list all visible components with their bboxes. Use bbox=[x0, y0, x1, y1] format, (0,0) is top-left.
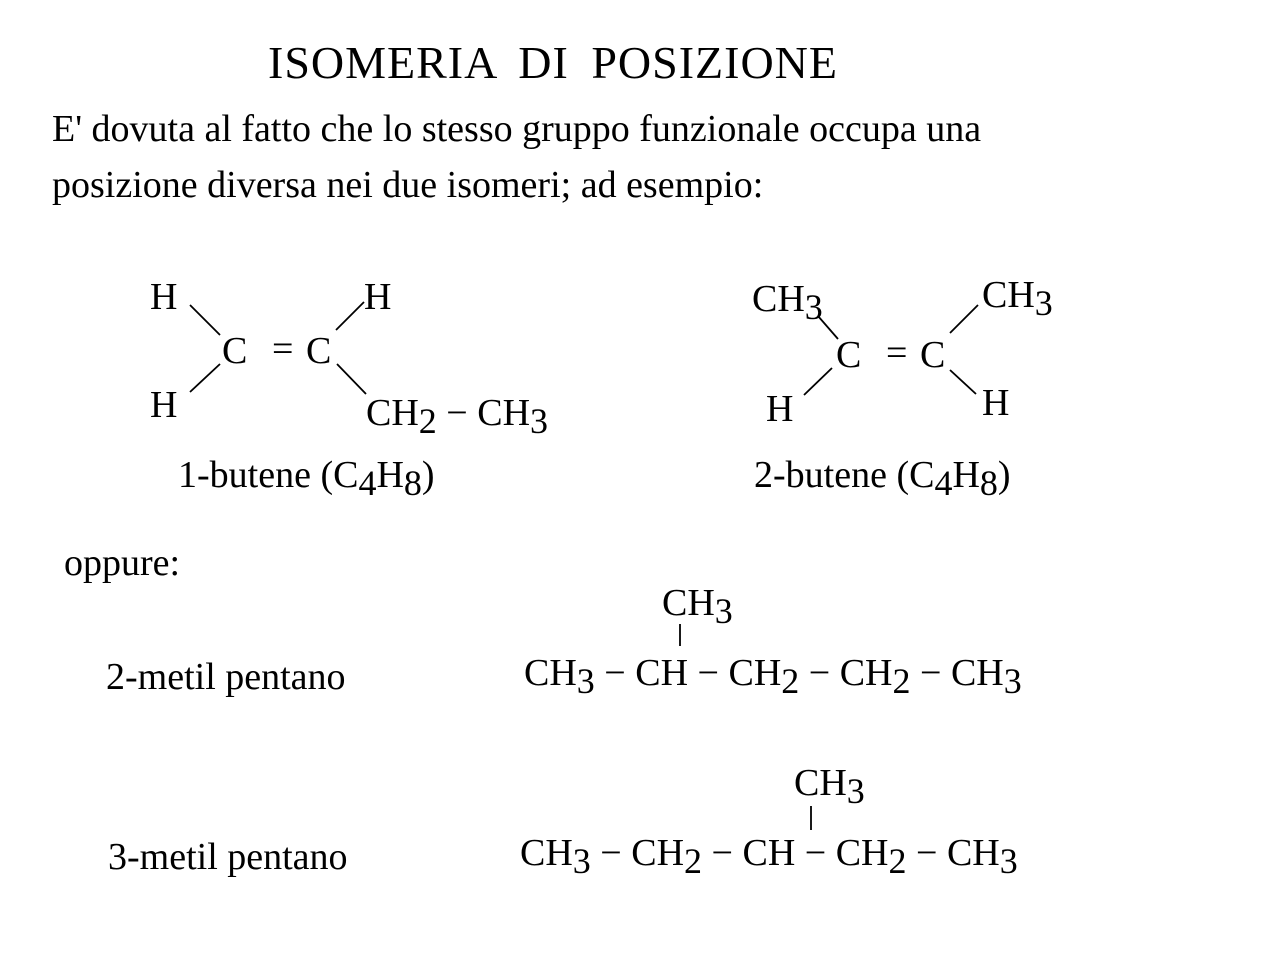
2butene-ch3-right bbox=[982, 274, 1053, 323]
2metil-dash-2: − bbox=[697, 652, 719, 694]
3metil-c5: CH bbox=[946, 832, 1000, 874]
2metil-branch bbox=[662, 582, 733, 631]
1butene-h-bottom-left: H bbox=[150, 384, 178, 426]
2butene-ch3-left-text: CH bbox=[752, 278, 805, 320]
3metil-branch bbox=[794, 762, 865, 811]
1butene-name-sub1: 4 bbox=[358, 463, 377, 503]
3metil-c4: CH bbox=[835, 832, 889, 874]
page-title: ISOMERIA DI POSIZIONE bbox=[268, 37, 838, 88]
2butene-name-start: 2-butene (C bbox=[754, 454, 935, 496]
1butene-ch2-group bbox=[366, 392, 549, 441]
2metil-dash-3: − bbox=[808, 652, 831, 694]
3metil-c4-sub: 2 bbox=[888, 841, 907, 881]
2metil-c4-sub: 2 bbox=[892, 661, 911, 701]
2butene-ch3-right-text: CH bbox=[982, 274, 1035, 316]
2butene-name-mid: H bbox=[952, 454, 980, 496]
2butene-c-right: C bbox=[920, 334, 946, 376]
2butene-ch3-right-sub: 3 bbox=[1034, 283, 1053, 323]
2butene-ch3-left-sub: 3 bbox=[804, 287, 823, 327]
3metil-c2-sub: 2 bbox=[684, 841, 703, 881]
1butene-double-bond: = bbox=[272, 328, 294, 370]
1butene-ch2-text: CH bbox=[366, 392, 419, 434]
2butene-h-bottom-left: H bbox=[766, 388, 794, 430]
1butene-ch3-text: CH bbox=[477, 392, 531, 434]
2metil-branch-sub: 3 bbox=[714, 591, 733, 631]
3metil-chain bbox=[520, 832, 1018, 881]
2butene-name-end: ) bbox=[997, 454, 1011, 496]
1butene-name-mid: H bbox=[376, 454, 404, 496]
bond-2butene-h-right bbox=[950, 370, 976, 394]
2metil-c5: CH bbox=[950, 652, 1004, 694]
2metil-c1: CH bbox=[524, 652, 577, 694]
2butene-double-bond: = bbox=[886, 332, 908, 374]
2metil-c3-sub: 2 bbox=[781, 661, 800, 701]
bond-1butene-h-bottom-left bbox=[190, 364, 220, 392]
1butene-dash: − bbox=[446, 392, 468, 434]
3metil-dash-3: − bbox=[804, 832, 827, 874]
2butene-name bbox=[754, 454, 1011, 503]
3metil-c1: CH bbox=[520, 832, 573, 874]
2metil-c4: CH bbox=[839, 652, 893, 694]
2metil-label: 2-metil pentano bbox=[106, 656, 346, 698]
3metil-dash-2: − bbox=[711, 832, 733, 874]
2butene-c-left: C bbox=[836, 334, 862, 376]
2metil-c2: CH bbox=[635, 652, 689, 694]
bond-2butene-h-left bbox=[804, 368, 832, 395]
1butene-ch2-sub: 2 bbox=[418, 401, 437, 441]
3metil-dash-4: − bbox=[916, 832, 938, 874]
bond-2butene-ch3-right bbox=[950, 305, 978, 333]
1butene-name-end: ) bbox=[421, 454, 435, 496]
2metil-dash-1: − bbox=[604, 652, 626, 694]
oppure-label: oppure: bbox=[64, 542, 181, 584]
1butene-h-top-right: H bbox=[364, 276, 392, 318]
1butene-ch3-sub: 3 bbox=[530, 401, 549, 441]
1butene-name bbox=[178, 454, 435, 503]
2butene-ch3-left bbox=[752, 278, 823, 327]
1butene-c-left: C bbox=[222, 330, 248, 372]
1butene-c-right: C bbox=[306, 330, 332, 372]
1butene-name-start: 1-butene (C bbox=[178, 454, 359, 496]
1butene-h-top-left: H bbox=[150, 276, 178, 318]
2butene-h-bottom-right: H bbox=[982, 382, 1010, 424]
3metil-c5-sub: 3 bbox=[999, 841, 1018, 881]
3metil-c1-sub: 3 bbox=[572, 841, 591, 881]
1butene-name-sub2: 8 bbox=[403, 463, 422, 503]
3metil-branch-text: CH bbox=[794, 762, 847, 804]
2metil-dash-4: − bbox=[920, 652, 942, 694]
3metil-label: 3-metil pentano bbox=[108, 836, 348, 878]
bond-1butene-h-top-right bbox=[336, 302, 364, 330]
2metil-c1-sub: 3 bbox=[576, 661, 595, 701]
2metil-c3: CH bbox=[728, 652, 782, 694]
intro-line-2: posizione diversa nei due isomeri; ad esempio: bbox=[52, 164, 764, 206]
2metil-chain bbox=[524, 652, 1022, 701]
bond-1butene-ch2 bbox=[337, 364, 366, 394]
intro-line-1: E' dovuta al fatto che lo stesso gruppo funzionale occupa una bbox=[52, 108, 982, 150]
2butene-name-sub2: 8 bbox=[979, 463, 998, 503]
3metil-c2: CH bbox=[631, 832, 685, 874]
bond-1butene-h-top-left bbox=[190, 305, 220, 335]
2metil-branch-text: CH bbox=[662, 582, 715, 624]
3metil-dash-1: − bbox=[600, 832, 622, 874]
3metil-branch-sub: 3 bbox=[846, 771, 865, 811]
3metil-c3: CH bbox=[742, 832, 796, 874]
2butene-name-sub1: 4 bbox=[934, 463, 953, 503]
2metil-c5-sub: 3 bbox=[1003, 661, 1022, 701]
